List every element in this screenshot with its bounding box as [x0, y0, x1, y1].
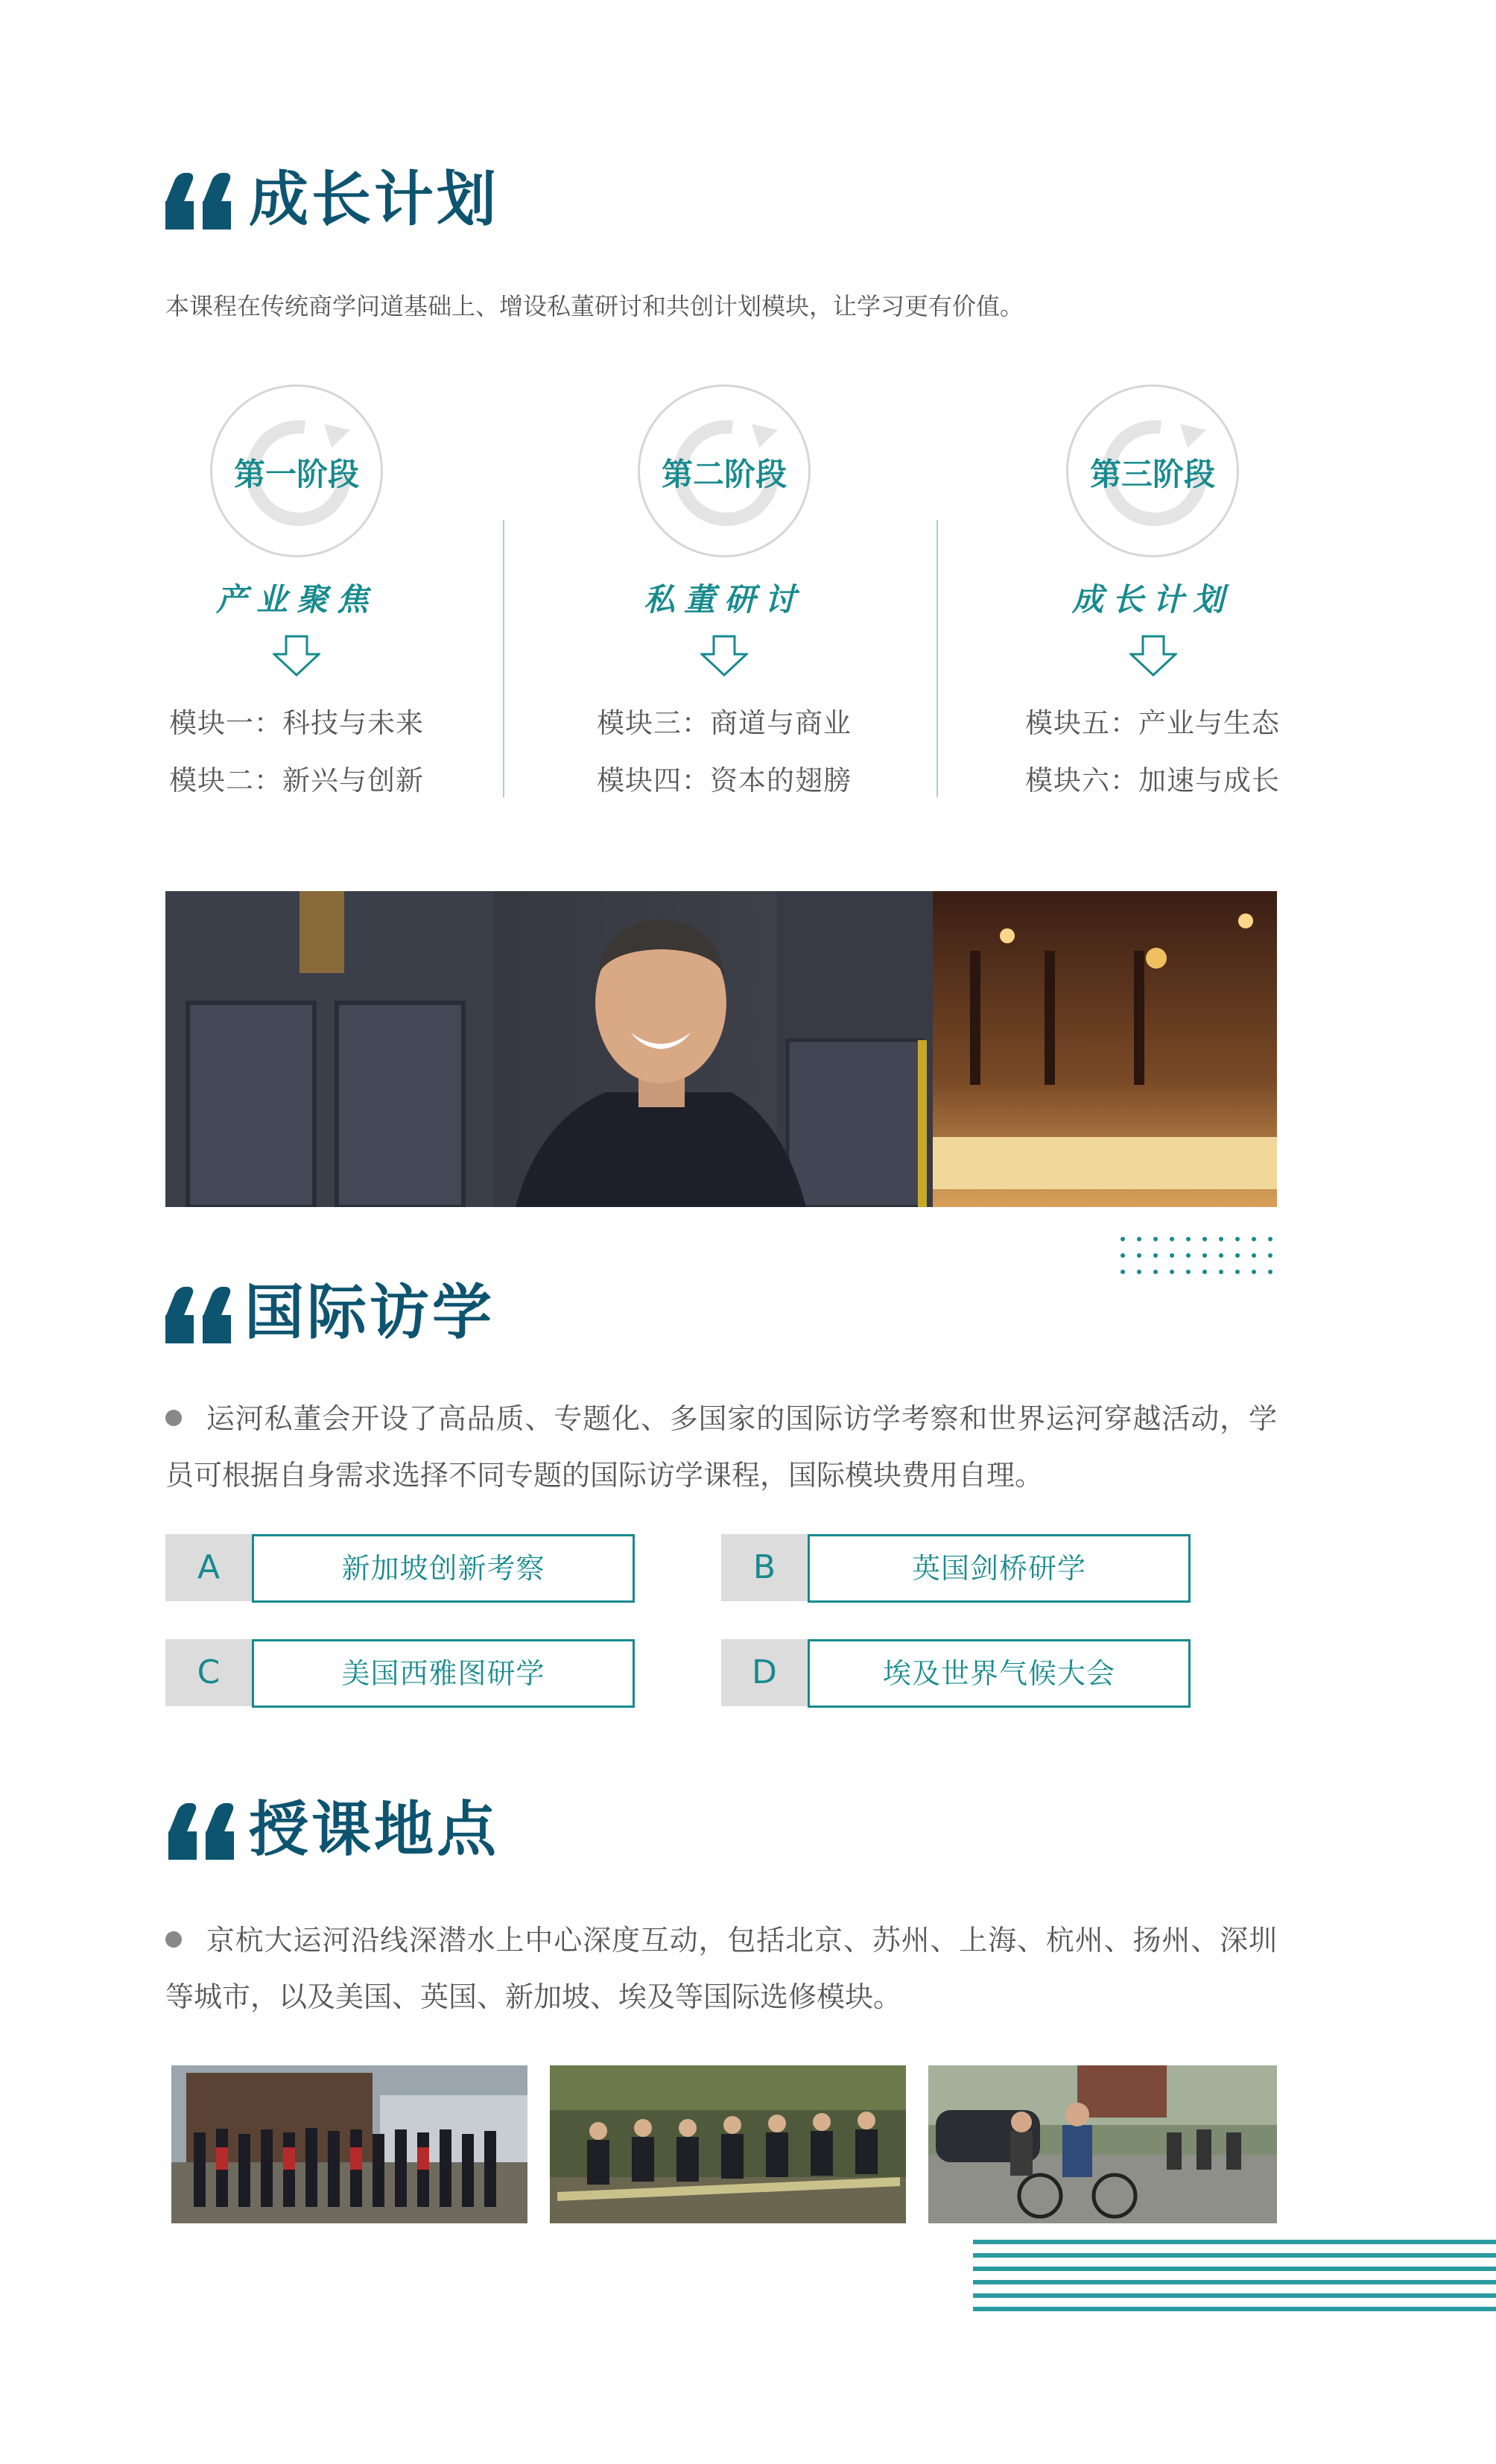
stage-2-module-2: 模块四：资本的翅膀 — [597, 764, 852, 796]
option-cambridge[interactable]: 英国剑桥研学 — [808, 1534, 1191, 1603]
stage-1-module-2: 模块二：新兴与创新 — [169, 764, 424, 796]
stage-1-label: 第一阶段 — [233, 456, 359, 493]
quote-mark-icon — [165, 1287, 232, 1343]
stage-3-label: 第三阶段 — [1089, 456, 1215, 493]
stage-1-module-1: 模块一：科技与未来 — [169, 707, 424, 739]
section-title-venue: 授课地点 — [249, 1795, 499, 1864]
stage-2-module-1: 模块三：商道与商业 — [597, 707, 852, 739]
growth-plan-intro: 本课程在传统商学问道基础上、增设私董研讨和共创计划模块，让学习更有价值。 — [165, 292, 1024, 320]
stage-divider — [936, 520, 938, 797]
section-title-intl-study: 国际访学 — [244, 1278, 495, 1347]
down-arrow-icon — [273, 635, 320, 677]
stage-3-circle — [1066, 384, 1239, 557]
stripe-decoration — [966, 2240, 1496, 2311]
banner-photo — [165, 891, 1277, 1207]
stage-2-subtitle: 私董研讨 — [643, 581, 805, 618]
stage-3-module-2: 模块六：加速与成长 — [1025, 764, 1280, 796]
team-group-photo — [171, 2065, 527, 2223]
option-seattle[interactable]: 美国西雅图研学 — [252, 1639, 635, 1708]
stage-3-module-1: 模块五：产业与生态 — [1025, 707, 1280, 739]
dot-grid-decoration — [1120, 1236, 1276, 1276]
stage-divider — [503, 520, 504, 797]
intl-study-paragraph: 运河私董会开设了高品质、专题化、多国家的国际访学考察和世界运河穿越活动，学员可根据自身需求选择不同专题的国际访学课程，国际模块费用自理。 — [165, 1402, 1277, 1492]
rowing-photo — [550, 2065, 906, 2223]
cycling-photo — [928, 2065, 1277, 2223]
portrait-illustration — [165, 891, 1277, 1207]
option-egypt[interactable]: 埃及世界气候大会 — [808, 1639, 1191, 1708]
down-arrow-icon — [700, 635, 748, 677]
stage-2-label: 第二阶段 — [661, 456, 787, 493]
stage-1-subtitle: 产业聚焦 — [215, 581, 377, 618]
venue-paragraph: 京杭大运河沿线深潜水上中心深度互动，包括北京、苏州、上海、杭州、扬州、深圳等城市，以及美国、英国、新加坡、埃及等国际选修模块。 — [165, 1924, 1277, 2013]
bullet-icon — [165, 1931, 182, 1948]
option-letter-d: D — [721, 1639, 808, 1706]
quote-mark-icon — [168, 1803, 235, 1860]
stage-3-subtitle: 成长计划 — [1071, 581, 1233, 618]
section-title-growth-plan: 成长计划 — [249, 165, 499, 234]
quote-mark-icon — [165, 173, 232, 229]
option-singapore[interactable]: 新加坡创新考察 — [252, 1534, 635, 1603]
stage-2-circle — [638, 384, 811, 557]
option-letter-b: B — [721, 1534, 808, 1601]
stage-1-circle — [210, 384, 383, 557]
bullet-icon — [165, 1410, 182, 1426]
option-letter-a: A — [165, 1534, 252, 1601]
option-letter-c: C — [165, 1639, 252, 1706]
down-arrow-icon — [1129, 635, 1177, 677]
